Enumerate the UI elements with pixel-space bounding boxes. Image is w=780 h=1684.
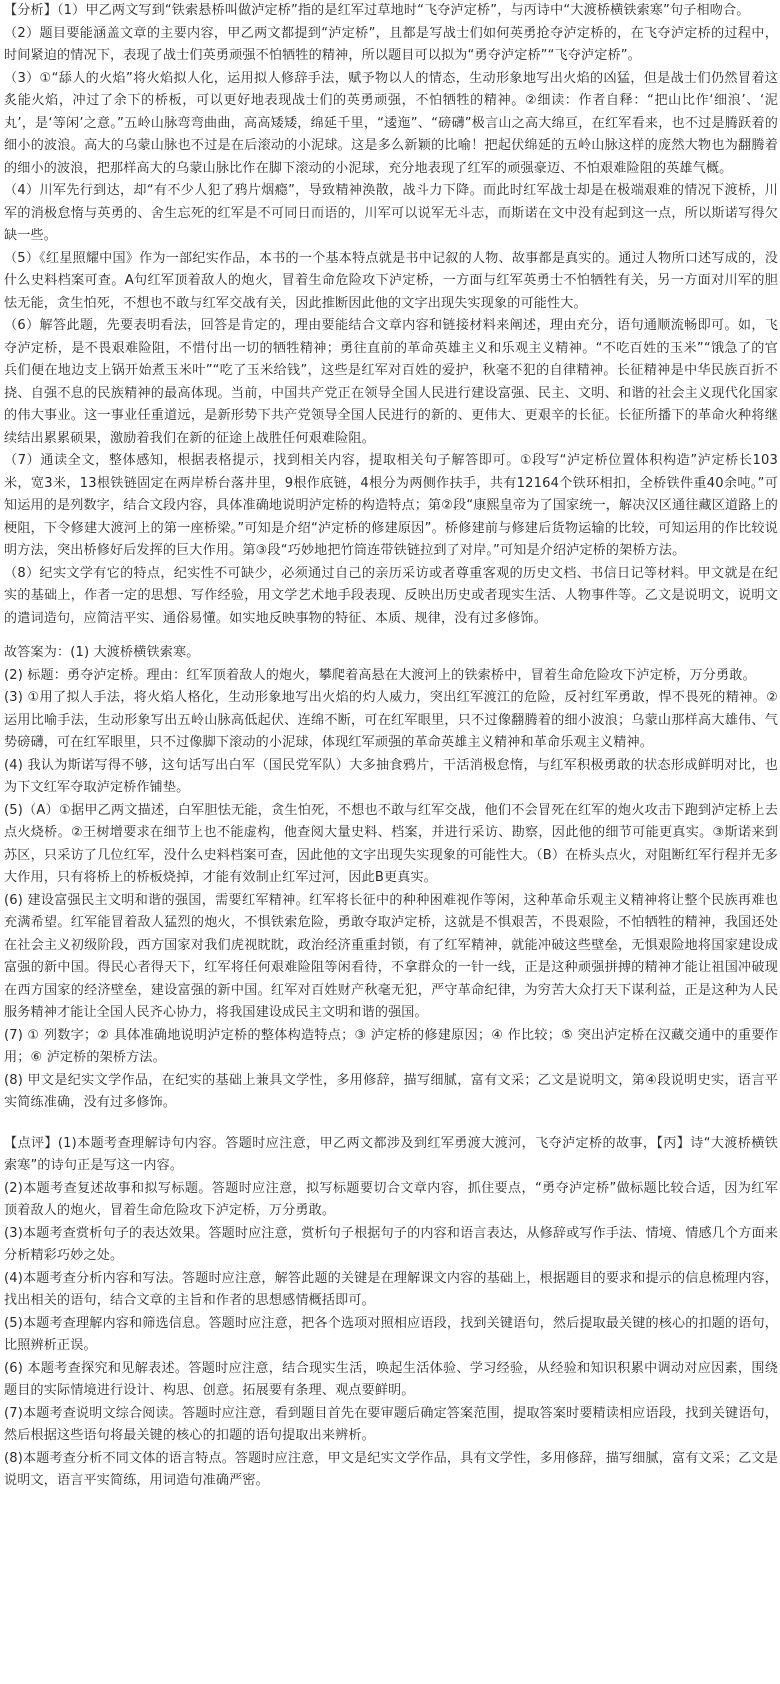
answer-paragraph-4: (4) 我认为斯诺写得不够，这句话写出白军（国民党军队）大多抽食鸦片，干活消极怠惰，与红军积极勇敢的状态形成鲜明对比，也为下文红军夺取泸定桥作铺垫。 bbox=[4, 757, 778, 795]
answer-paragraph-6: (6) 建设富强民主文明和谐的强国，需要红军精神。红军将长征中的种种困难视作等闲，这种革命乐观主义精神将让整个民族再难也充满希望。红军能冒着敌人猛烈的炮火，不惧铁索危险，勇敢夺取泸定桥，这就是不惧艰苦，不畏艰险，不怕牺牲的精神，我国还处在社会主义初级阶段，西方国家对我们虎视眈眈，政治经济重重封锁，有了红军精神，就能冲破这些壁垒，无惧艰险地将国家建设成富强的新中国。得民心者得天下，红军将任何艰难险阻等闲看待，不拿群众的一针一线，正是这种顽强拼搏的精神才能让祖国冲破现在西方国家的经济壁垒，建设富强的新中国。红军对百姓财产秋毫无犯，严守革命纪律，为穷苦大众打天下谋利益，正是这种为人民服务精神才能让全国人民齐心协力，将我国建设成民主文明和谐的强国。 bbox=[4, 892, 778, 1020]
analysis-paragraph-4: （4）川军先行到达，却“有不少人犯了鸦片烟瘾”，导致精神涣散，战斗力下降。而此时红军战士却是在极端艰难的情况下渡桥，川军的消极怠惰与英勇的、舍生忘死的红军是不可同日而语的，川军可以说军无斗志，而斯诺在文中没有起到这一点，所以斯诺写得欠缺一些。 bbox=[4, 183, 778, 243]
analysis-section bbox=[4, 0, 778, 630]
comment-paragraph-3: (3)本题考查赏析句子的表达效果。答题时应注意，赏析句子根据句子的内容和语言表达，从修辞或写作手法、情境、情感几个方面来分析精彩巧妙之处。 bbox=[4, 1225, 778, 1263]
answer-section bbox=[4, 642, 778, 1115]
comment-paragraph-5: (5)本题考查理解内容和筛选信息。答题时应注意，把各个选项对照相应语段，找到关键语句，然后提取最关键的核心的扣题的语句，比照辨析正误。 bbox=[4, 1315, 778, 1353]
analysis-paragraph-2: （2）题目要能涵盖文章的主要内容，甲乙两文都提到“泸定桥”，且都是写战士们如何英勇抢夺泸定桥的，在飞夺泸定桥的过程中，时间紧迫的情况下，表现了战士们英勇顽强不怕牺牲的精神，所以题目可以拟为“勇夺泸定桥”“飞夺泸定桥”。 bbox=[4, 25, 778, 63]
analysis-paragraph-3: （3）①“舔人的火焰”将火焰拟人化，运用拟人修辞手法，赋予物以人的情态，生动形象地写出火焰的凶猛，但是战士们仍然冒着这炙能火焰，冲过了余下的桥板，可以更好地表现战士们的英勇顽强，不怕牺牲的精神。②细读：作者自释：“把山比作‘细浪’、‘泥丸’，是‘等闲’之意。”五岭山脉弯弯曲曲，高高矮矮，绵延千里，“逶迤”、“磅礴”极言山之高大绵亘，在红军看来，也不过是腾跃着的细小的波浪。高大的乌蒙山脉也不过是在后滚动的小泥球。这是多么新颖的比喻！把起伏绵延的五岭山脉这样的庞然大物也为翻腾着的细小的波浪，把那样高大的乌蒙山脉比作在脚下滚动的小泥球，充分地表现了红军的顽强豪迈、不怕艰难险阻的英雄气概。 bbox=[4, 70, 778, 176]
solution-page bbox=[4, 0, 778, 1493]
analysis-paragraph-5: （5）《红星照耀中国》作为一部纪实作品，本书的一个基本特点就是书中记叙的人物、故事都是真实的。通过人物所口述写成的，没什么史料档案可查。A句红军顶着敌人的炮火，冒着生命危险攻下泸定桥，一方面与红军英勇士不怕牺牲有关，另一方面对川军的胆怯无能，贪生怕死，不想也不敢与红军交战有关，因此推断因此他的文字出现失实现象的可能性大。 bbox=[4, 250, 778, 311]
answer-paragraph-2: (2) 标题：勇夺泸定桥。理由：红军顶着敌人的炮火，攀爬着高悬在大渡河上的铁索桥中，冒着生命危险攻下泸定桥，万分勇敢。 bbox=[4, 667, 756, 683]
comment-paragraph-8: (8)本题考查分析不同文体的语言特点。答题时应注意，甲文是纪实文学作品，具有文学性，多用修辞，描写细腻，富有文采；乙文是说明文，语言平实简练，用词造句准确严密。 bbox=[4, 1450, 778, 1488]
comment-paragraph-7: (7)本题考查说明文综合阅读。答题时应注意，看到题目首先在要审题后确定答案范围，提取答案时要精读相应语段，找到关键语句，然后根据这些语句将最关键的核心的扣题的语句提取出来辨析。 bbox=[4, 1405, 778, 1443]
comment-section bbox=[4, 1133, 778, 1493]
analysis-paragraph-6: （6）解答此题，先要表明看法，回答是肯定的，理由要能结合文章内容和链接材料来阐述，理由充分，语句通顺流畅即可。如，飞夺泸定桥，是不畏艰难险阻，不惜付出一切的牺牲精神；勇往直前的革命英雄主义和乐观主义精神。“不吃百姓的玉米”“饿急了的官兵们便在地边支上锅开始煮玉米叶”“吃了玉米给钱”，这些是红军对百姓的爱护，秋毫不犯的自律精神。长征精神是中华民族百折不挠、自强不息的民族精神的最高体现。当前，中国共产党正在领导全国人民进行建设富强、民主、文明、和谐的社会主义现代化国家的伟大事业。这一事业任重道远，是新形势下共产党领导全国人民进行的新的、更伟大、更艰辛的长征。长征所播下的革命火种将继续结出累累硕果，激励着我们在新的征途上战胜任何艰难险阻。 bbox=[4, 318, 778, 446]
analysis-paragraph-7: （7）通读全文，整体感知，根据表格提示，找到相关内容，提取相关句子解答即可。①段写“泸定桥位置体积构造”泸定桥长103米，宽3米，13根铁链固定在两岸桥台落井里，9根作底链，4根分为两侧作扶手，共有12164个铁环相扣，全桥铁件重40余吨。”可知运用的是列数字，结合文段内容，具体准确地说明泸定桥的构造特点；第②段“康熙皇帝为了国家统一，解决汉区通往藏区道路上的梗阻，下令修建大渡河上的第一座桥梁。”可知是介绍“泸定桥的修建原因”。桥修建前与修建后货物运输的比较，可知运用的作比较说明方法，突出桥修好后发挥的巨大作用。第③段“巧妙地把竹筒连带铁链拉到了对岸。”可知是介绍泸定桥的架桥方法。 bbox=[4, 453, 778, 558]
section-gap bbox=[4, 1115, 778, 1133]
answer-paragraph-7: (7) ① 列数字；② 具体准确地说明泸定桥的整体构造特点；③ 泸定桥的修建原因；④ 作比较；⑤ 突出泸定桥在汉藏交通中的重要作用；⑥ 泸定桥的架桥方法。 bbox=[4, 1027, 778, 1065]
comment-paragraph-4: (4)本题考查分析内容和写法。答题时应注意，解答此题的关键是在理解课文内容的基础上，根据题目的要求和提示的信息梳理内容，找出相关的语句，结合文章的主旨和作者的思想感情概括即可。 bbox=[4, 1270, 778, 1308]
answer-paragraph-8: (8) 甲文是纪实文学作品，在纪实的基础上兼具文学性，多用修辞，描写细腻，富有文采；乙文是说明文，第④段说明史实，语言平实简练准确，没有过多修饰。 bbox=[4, 1072, 778, 1110]
comment-paragraph-2: (2)本题考查复述故事和拟写标题。答题时应注意，拟写标题要切合文章内容，抓住要点，“勇夺泸定桥”做标题比较合适，因为红军顶着敌人的炮火，冒着生命危险攻下泸定桥，万分勇敢。 bbox=[4, 1180, 778, 1218]
comment-paragraph-6: (6) 本题考查探究和见解表述。答题时应注意，结合现实生活，唤起生活体验、学习经验，从经验和知识积累中调动对应因素，围绕题目的实际情境进行设计、构思、创意。拓展要有条理、观点要鲜明。 bbox=[4, 1360, 778, 1398]
comment-paragraph-1: 【点评】(1)本题考查理解诗句内容。答题时应注意，甲乙两文都涉及到红军勇渡大渡河，飞夺泸定桥的故事，【丙】诗“大渡桥横铁索寒”的诗句正是写这一内容。 bbox=[4, 1135, 778, 1173]
analysis-paragraph-8: （8）纪实文学有它的特点，纪实性不可缺少，必须通过自己的亲历采访或者尊重客观的历史文档、书信日记等材料。甲文就是在纪实的基础上，作者一定的思想、写作经验，用文学艺术地手段表现、反映出历史或者现实生活、人物事件等。乙文是说明文，说明文的遣词造句，应简洁平实、通俗易懂。如实地反映事物的特征、本质、规律，没有过多修饰。 bbox=[4, 565, 778, 626]
analysis-paragraph-1: 【分析】（1）甲乙两文写到“铁索悬桥叫做泸定桥”指的是红军过草地时“飞夺泸定桥”，与丙诗中“大渡桥横铁索寒”句子相吻合。 bbox=[4, 3, 750, 18]
answer-paragraph-3: (3) ①用了拟人手法，将火焰人格化，生动形象地写出火焰的灼人威力，突出红军渡江的危险，反衬红军勇敢，悍不畏死的精神。②运用比喻手法，生动形象写出五岭山脉高低起伏、连绵不断，可在红军眼里，只不过像翻腾着的细小波浪；乌蒙山那样高大雄伟、气势磅礴，可在红军眼里，只不过像脚下滚动的小泥球，体现红军顽强的革命英雄主义精神和革命乐观主义精神。 bbox=[4, 690, 778, 750]
section-gap bbox=[4, 630, 778, 642]
answer-paragraph-5: (5)（A）①据甲乙两文描述，白军胆怯无能，贪生怕死，不想也不敢与红军交战，他们不会冒死在红军的炮火攻击下跑到泸定桥上去点火烧桥。②王树增要求在细节上也不能虚构，他查阅大量史料、档案，并进行采访、勘察，因此他的细节可能更真实。③斯诺来到苏区，只采访了几位红军，没什么史料档案可查，因此他的文字出现失实现象的可能性大。（B）在桥头点火，对阻断红军行程并无多大作用，只有将桥上的桥板烧掉，才能有效制止红军过河，因此B更真实。 bbox=[4, 802, 778, 885]
answer-paragraph-1: 故答案为：(1) 大渡桥横铁索寒。 bbox=[4, 645, 200, 660]
